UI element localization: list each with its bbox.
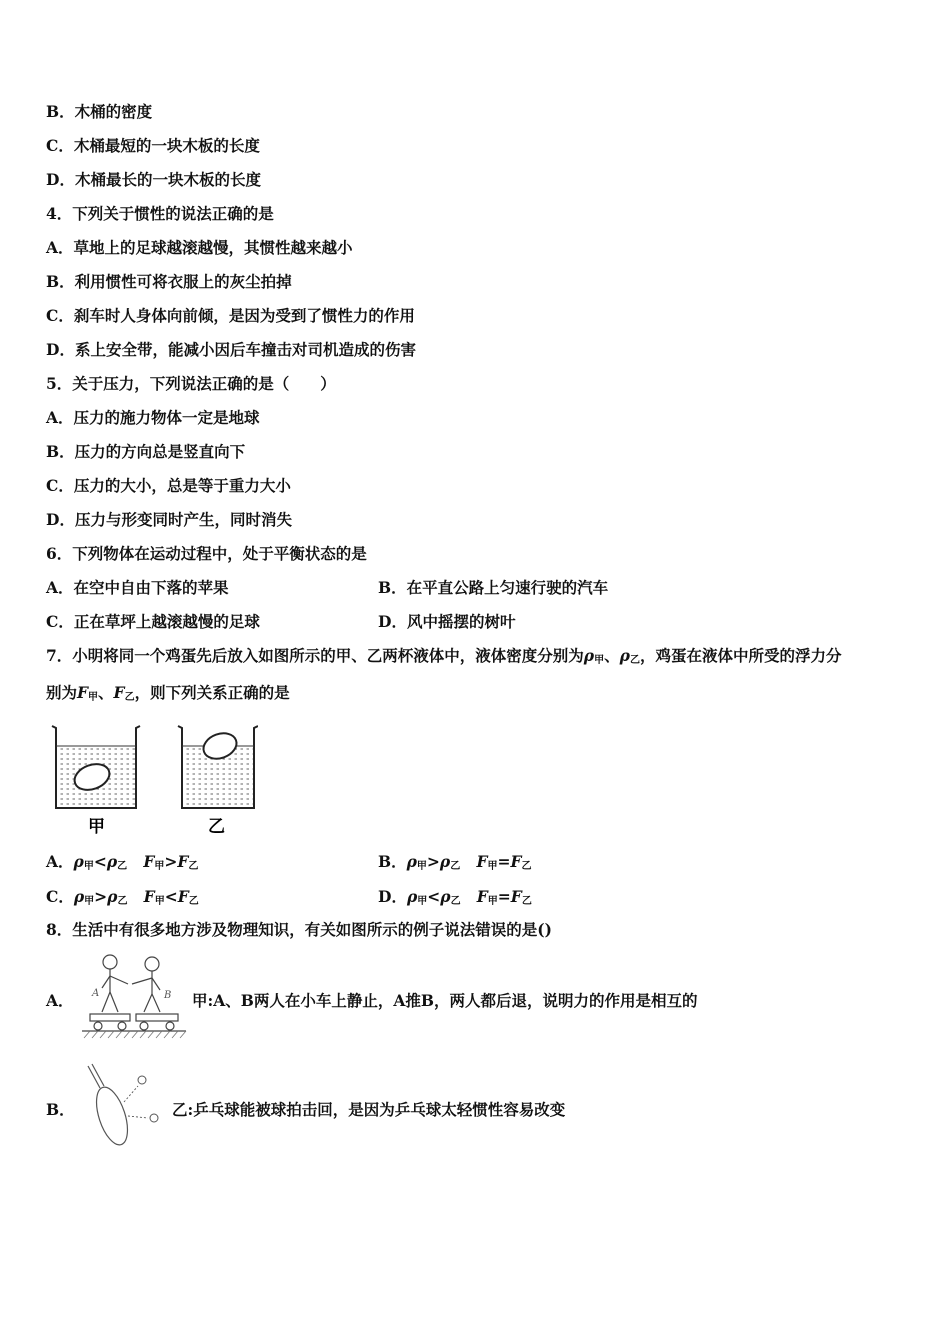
carts-figure (80, 950, 188, 1042)
beaker-yi (178, 726, 258, 808)
option-q7-b: B．$\rho_甲>\rho_乙$ $F_甲=F_乙$ (378, 852, 532, 872)
label-jia: 甲 (88, 817, 105, 837)
cart-icon (82, 1014, 186, 1031)
option-q5-a: A．压力的施力物体一定是地球 (46, 408, 260, 427)
question-7-line2: 别为$F_甲$、$F_乙$，则下列关系正确的是 (46, 683, 290, 703)
option-q3-c: C．木桶最短的一块木板的长度 (46, 136, 260, 155)
person-a-icon (102, 955, 128, 1012)
q7-text-pre: 7．小明将同一个鸡蛋先后放入如图所示的甲、乙两杯液体中，液体密度分别为 (46, 646, 584, 665)
option-q8-a-label: A． (46, 991, 74, 1010)
option-q4-b: B．利用惯性可将衣服上的灰尘拍掉 (46, 272, 292, 291)
racket-figure (82, 1062, 168, 1152)
beaker-jia (52, 726, 140, 808)
option-q6-a: A．在空中自由下落的苹果 (46, 578, 229, 597)
person-b-icon (132, 957, 160, 1012)
option-q3-d: D．木桶最长的一块木板的长度 (46, 170, 261, 189)
option-q4-c: C．刹车时人身体向前倾，是因为受到了惯性力的作用 (46, 306, 415, 325)
question-4: 4．下列关于惯性的说法正确的是 (46, 204, 274, 223)
option-q6-b: B．在平直公路上匀速行驶的汽车 (378, 578, 609, 597)
option-q8-b-text: 乙:乒乓球能被球拍击回，是因为乒乓球太轻惯性容易改变 (172, 1100, 566, 1119)
option-q7-a: A．$\rho_甲<\rho_乙$ $F_甲>F_乙$ (46, 852, 199, 872)
label-yi: 乙 (208, 817, 225, 837)
option-q7-c: C．$\rho_甲>\rho_乙$ $F_甲<F_乙$ (46, 887, 199, 907)
question-5: 5．关于压力，下列说法正确的是（ ） (46, 374, 336, 393)
option-q5-c: C．压力的大小，总是等于重力大小 (46, 476, 291, 495)
svg-text:A: A (92, 988, 100, 999)
option-q4-d: D．系上安全带，能减小因后车撞击对司机造成的伤害 (46, 340, 416, 359)
option-q7-d: D．$\rho_甲<\rho_乙$ $F_甲=F_乙$ (378, 887, 532, 907)
beakers-figure (48, 722, 258, 840)
option-q8-b-label: B． (46, 1100, 75, 1119)
option-q6-c: C．正在草坪上越滚越慢的足球 (46, 612, 260, 631)
question-8: 8．生活中有很多地方涉及物理知识，有关如图所示的例子说法错误的是() (46, 920, 552, 939)
question-6: 6．下列物体在运动过程中，处于平衡状态的是 (46, 544, 367, 563)
question-7-line1: 7．小明将同一个鸡蛋先后放入如图所示的甲、乙两杯液体中，液体密度分别为$\rho_甲$、$\rho_乙$，鸡蛋在液体中所受的浮力分 (46, 646, 842, 666)
arrow-icon (124, 1086, 138, 1102)
option-q8-a-text: 甲:A、B两人在小车上静止，A推B，两人都后退，说明力的作用是相互的 (192, 991, 698, 1010)
svg-text:B: B (164, 990, 172, 1001)
arrow-icon-2 (128, 1116, 148, 1118)
racket-icon (88, 1064, 134, 1149)
option-q3-b: B．木桶的密度 (46, 102, 153, 121)
ground-hatch (84, 1031, 186, 1038)
option-q6-d: D．风中摇摆的树叶 (378, 612, 516, 631)
option-q4-a: A．草地上的足球越滚越慢，其惯性越来越小 (46, 238, 353, 257)
ball-icon-2 (150, 1114, 158, 1122)
option-q5-b: B．压力的方向总是竖直向下 (46, 442, 246, 461)
ball-icon (138, 1076, 146, 1084)
option-q5-d: D．压力与形变同时产生，同时消失 (46, 510, 292, 529)
q7-text-mid: ，鸡蛋在液体中所受的浮力分 (639, 646, 842, 665)
